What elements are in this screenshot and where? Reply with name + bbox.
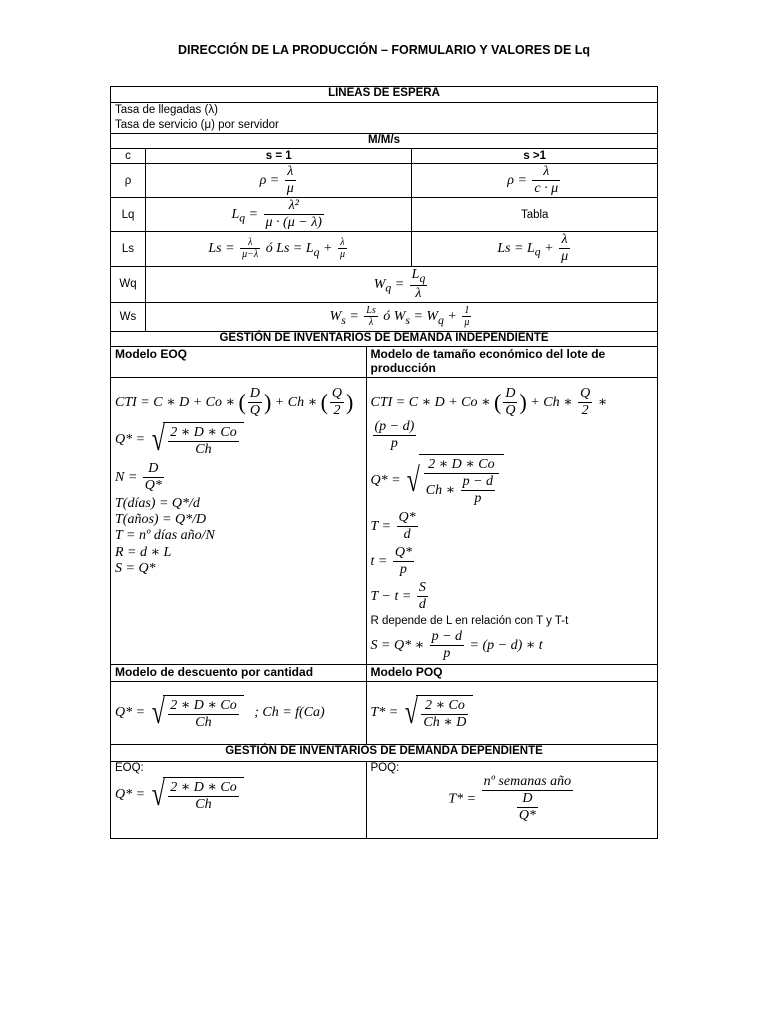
lq-s1-formula: $L_q$ = $\frac{\text{λ²}}{\mu \cdot (\mu - \lambda)}$: [145, 198, 411, 232]
rho-label: ρ: [111, 164, 146, 198]
col-c: c: [111, 149, 146, 164]
wq-row: [111, 266, 658, 302]
independent-header: GESTIÓN DE INVENTARIOS DE DEMANDA INDEPENDIENTE: [111, 331, 658, 346]
discount-poq-row: [111, 682, 658, 745]
wq-label: Wq: [111, 266, 146, 302]
col-s-gt1: s >1: [412, 149, 658, 164]
dep-eoq-cell: [111, 762, 367, 839]
dependent-header: GESTIÓN DE INVENTARIOS DE DEMANDA DEPENDIENTE: [111, 745, 658, 762]
r-note: R depende de L en relación con T y T-t: [370, 615, 569, 628]
lq-label: Lq: [111, 198, 146, 232]
ls-s1-formula: Ls = $\frac{\lambda}{\mu-\lambda}$ ó $Ls = L_q$ + $\frac{\lambda}{\mu}$: [145, 232, 411, 266]
ls-s-formula: $Ls = L_q$ + $\frac{\lambda}{\mu}$: [412, 232, 658, 266]
formula-table: [110, 86, 658, 839]
lq-tabla: Tabla: [412, 198, 658, 232]
col-s1: s = 1: [145, 149, 411, 164]
queues-header: LINEAS DE ESPERA: [111, 87, 658, 103]
rates-row: [111, 103, 658, 134]
dep-poq-cell: [366, 762, 657, 839]
service-rate-label: Tasa de servicio (μ) por servidor: [115, 119, 279, 131]
poq-title: Modelo POQ: [366, 665, 657, 682]
dep-eoq-formula: Q* = √ $\frac{2 ∗ D ∗ Co}{Ch}$: [115, 776, 362, 814]
lot-title: Modelo de tamaño económico del lote de producción: [366, 346, 657, 377]
dep-poq-label: POQ:: [370, 762, 400, 775]
rho-row: [111, 164, 658, 198]
rho-s1-formula: ρ = $\frac{\lambda}{\mu}$: [145, 164, 411, 198]
arrival-rate-label: Tasa de llegadas (λ): [115, 104, 218, 116]
wq-formula: $W_q$ = $\frac{L_q}{\lambda}$: [145, 266, 657, 302]
ws-row: [111, 302, 658, 331]
poq-formula: T* = √ $\frac{2 ∗ Co}{Ch ∗ D}$: [366, 682, 657, 745]
eoq-title: Modelo EOQ: [111, 346, 367, 377]
discount-formula: Q* = √ $\frac{2 ∗ D ∗ Co}{Ch}$ ; Ch = f(Ca): [111, 682, 367, 745]
ws-formula: $W_s$ = $\frac{Ls}{\lambda}$ ó $W_s = W_q$ + $\frac{1}{\mu}$: [145, 302, 657, 331]
ls-row: [111, 232, 658, 266]
lq-row: [111, 198, 658, 232]
dep-poq-formula: T* = $\frac{\text{nº semanas año}}{\frac{D}{Q*}}$: [448, 774, 572, 824]
queues-header-row: [111, 87, 658, 103]
lot-formulas: CTI = C ∗ D + Co ∗ ( $\frac{D}{Q}$ ) + Ch ∗ $\frac{Q}{2}$ ∗ $\frac{(p - d)}{p}$ Q* = √ 2 ∗ D ∗ Co Ch ∗ $\frac{p - d}{p}$ T = $\frac{Q*}{d}$ t = $\frac{Q*}{p}$ T − t = $\frac{S}{d}$ R depende de L en relación con T y T-t S = Q* ∗ $\frac{p - d}{p}$ = (p − d) ∗ t: [366, 377, 657, 664]
rho-s-formula: ρ = $\frac{\lambda}{c \cdot \mu}$: [412, 164, 658, 198]
page-title: DIRECCIÓN DE LA PRODUCCIÓN – FORMULARIO Y VALORES DE Lq: [177, 43, 591, 57]
dependent-row: [111, 762, 658, 839]
eoq-formulas-row: [111, 377, 658, 664]
dep-eoq-label: EOQ:: [115, 762, 144, 775]
ls-label: Ls: [111, 232, 146, 266]
ws-label: Ws: [111, 302, 146, 331]
eoq-formulas: CTI = C ∗ D + Co ∗ ( $\frac{D}{Q}$ ) + Ch ∗ ( $\frac{Q}{2}$ ) Q* = √ $\frac{2 ∗ D ∗ Co}{Ch}$ N = $\frac{D}{Q*}$ T(días) = Q*/d T(años) = Q*/D T = nº días año/N R = d ∗ L S = Q*: [111, 377, 367, 664]
discount-title: Modelo de descuento por cantidad: [111, 665, 367, 682]
model-label: M/M/s: [111, 134, 658, 149]
